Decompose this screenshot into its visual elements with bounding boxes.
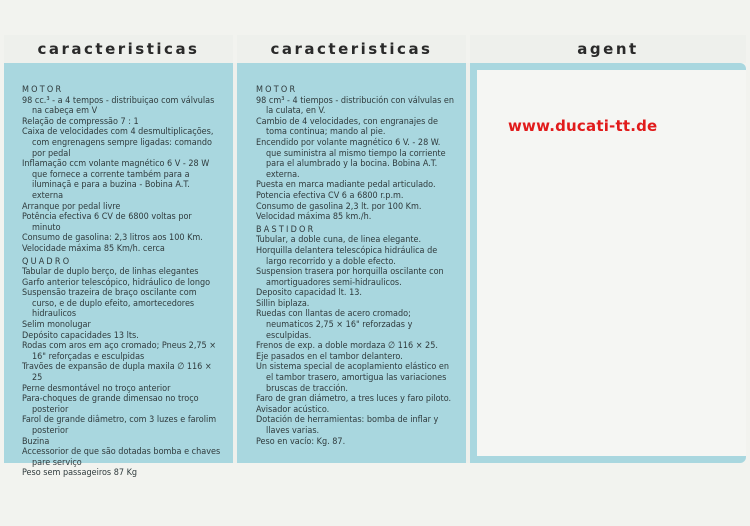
- spec-item: Eje pasados en el tambor delantero.: [256, 351, 403, 362]
- spec-item: 98 cc.³ - a 4 tempos - distribuiçao com válvulas na cabeça em V: [22, 95, 215, 117]
- spec-item: Depósito capacidades 13 lts.: [22, 330, 139, 341]
- watermark-url: www.ducati-tt.de: [508, 117, 658, 135]
- spec-item: Avisador acústico.: [256, 404, 330, 415]
- spec-item: Ruedas con llantas de acero cromado; neumaticos 2,75 × 16" reforzadas y esculpidas.: [256, 309, 413, 341]
- spec-item: Accessorior de que são dotadas bomba e chaves pare serviço: [22, 447, 221, 468]
- spec-item: Suspension trasera por horquilla oscilante con amortiguadores semi-hidraulicos.: [256, 267, 444, 288]
- spec-item: Frenos de exp. a doble mordaza ∅ 116 × 25.: [256, 341, 438, 352]
- spec-item: Potência efectiva 6 CV de 6800 voltas por minuto: [22, 212, 192, 233]
- spec-item: Velocidade máxima 85 Km/h. cerca: [22, 243, 165, 254]
- spec-item: Un sistema special de acoplamiento elástico en el tambor trasero, amortigua las variaciones bruscas de tracción.: [256, 362, 450, 394]
- panel-divider: [233, 63, 237, 463]
- spec-item: Garfo anterior telescópico, hidráulico de longo: [22, 277, 211, 288]
- spec-item: Dotación de herramientas: bomba de inflar y llaves varias.: [256, 415, 439, 436]
- spec-item: Perne desmontável no troço anterior: [22, 383, 171, 394]
- spec-item: Tubular, a doble cuna, de linea elegante.: [256, 235, 422, 246]
- spec-item: Para-choques de grande dimensao no troço posterior: [22, 394, 199, 415]
- spec-item: Suspensão trazeira de braço oscilante com curso, e de duplo efeito, amortecedores hidraulicos: [22, 288, 197, 320]
- column-3-header: agent: [470, 35, 746, 63]
- spec-item: Travões de expansão de dupla maxila ∅ 116 × 25: [22, 362, 212, 384]
- section-title: BASTIDOR: [256, 224, 316, 235]
- spec-item: Peso en vacío: Kg. 87.: [256, 436, 346, 447]
- spec-item: Relação de compressão 7 : 1: [22, 116, 139, 127]
- spec-item: Peso sem passageiros 87 Kg: [22, 468, 138, 479]
- spec-item: Velocidad máxima 85 km./h.: [256, 212, 372, 223]
- column-2-header: caracteristicas: [237, 35, 466, 63]
- spec-item: Caixa de velocidades com 4 desmultiplicações, com engrenagens sempre ligadas: comando por pedal: [22, 127, 214, 159]
- spec-item: Potencia efectiva CV 6 a 6800 r.p.m.: [256, 190, 404, 201]
- spec-item: Sillin biplaza.: [256, 298, 310, 309]
- section-title: MOTOR: [22, 85, 64, 95]
- section-title: QUADRO: [22, 256, 72, 267]
- spec-item: 98 cm³ - 4 tiempos - distribución con válvulas en la culata, en V.: [256, 95, 455, 117]
- panel-divider: [466, 63, 470, 463]
- spec-item: Tabular de duplo berço, de linhas elegantes: [22, 267, 199, 278]
- spec-item: Puesta en marca madiante pedal articulado.: [256, 180, 436, 191]
- column-2-text: [256, 85, 458, 447]
- spec-item: Farol de grande diâmetro, com 3 luzes e farolim posterior: [22, 415, 217, 436]
- spec-item: Horquilla delantera telescópica hidráulica de largo recorrido y a doble efecto.: [256, 245, 438, 267]
- spec-item: Buzina: [22, 436, 50, 447]
- spec-item: Selim monolugar: [22, 320, 91, 331]
- spec-item: Cambio de 4 velocidades, con engranajes de toma continua; mando al pie.: [256, 116, 438, 138]
- column-1-text: [22, 85, 221, 479]
- spec-item: Encendido por volante magnético 6 V. - 28 W. que suministra al mismo tiempo la corriente para el alumbrado y la bocina. Bobina A.T. externa.: [256, 137, 446, 180]
- spec-item: Consumo de gasolina: 2,3 litros aos 100 Km.: [22, 233, 203, 244]
- spec-item: Consumo de gasolina 2,3 lt. por 100 Km.: [256, 201, 422, 212]
- spec-item: Faro de gran diámetro, a tres luces y faro piloto.: [256, 394, 452, 405]
- section-title: MOTOR: [256, 85, 298, 95]
- spec-item: Inflamação ccm volante magnético 6 V - 28 W que fornece a corrente também para a iluminaçã e para a buzina - Bobina A.T. externa: [22, 159, 210, 201]
- spec-item: Arranque por pedal livre: [22, 201, 121, 212]
- column-1-header: caracteristicas: [4, 35, 233, 63]
- spec-item: Deposito capacidad lt. 13.: [256, 288, 362, 299]
- spec-item: Rodas com aros em aço cromado; Pneus 2,75 × 16" reforçadas e esculpidas: [22, 341, 217, 362]
